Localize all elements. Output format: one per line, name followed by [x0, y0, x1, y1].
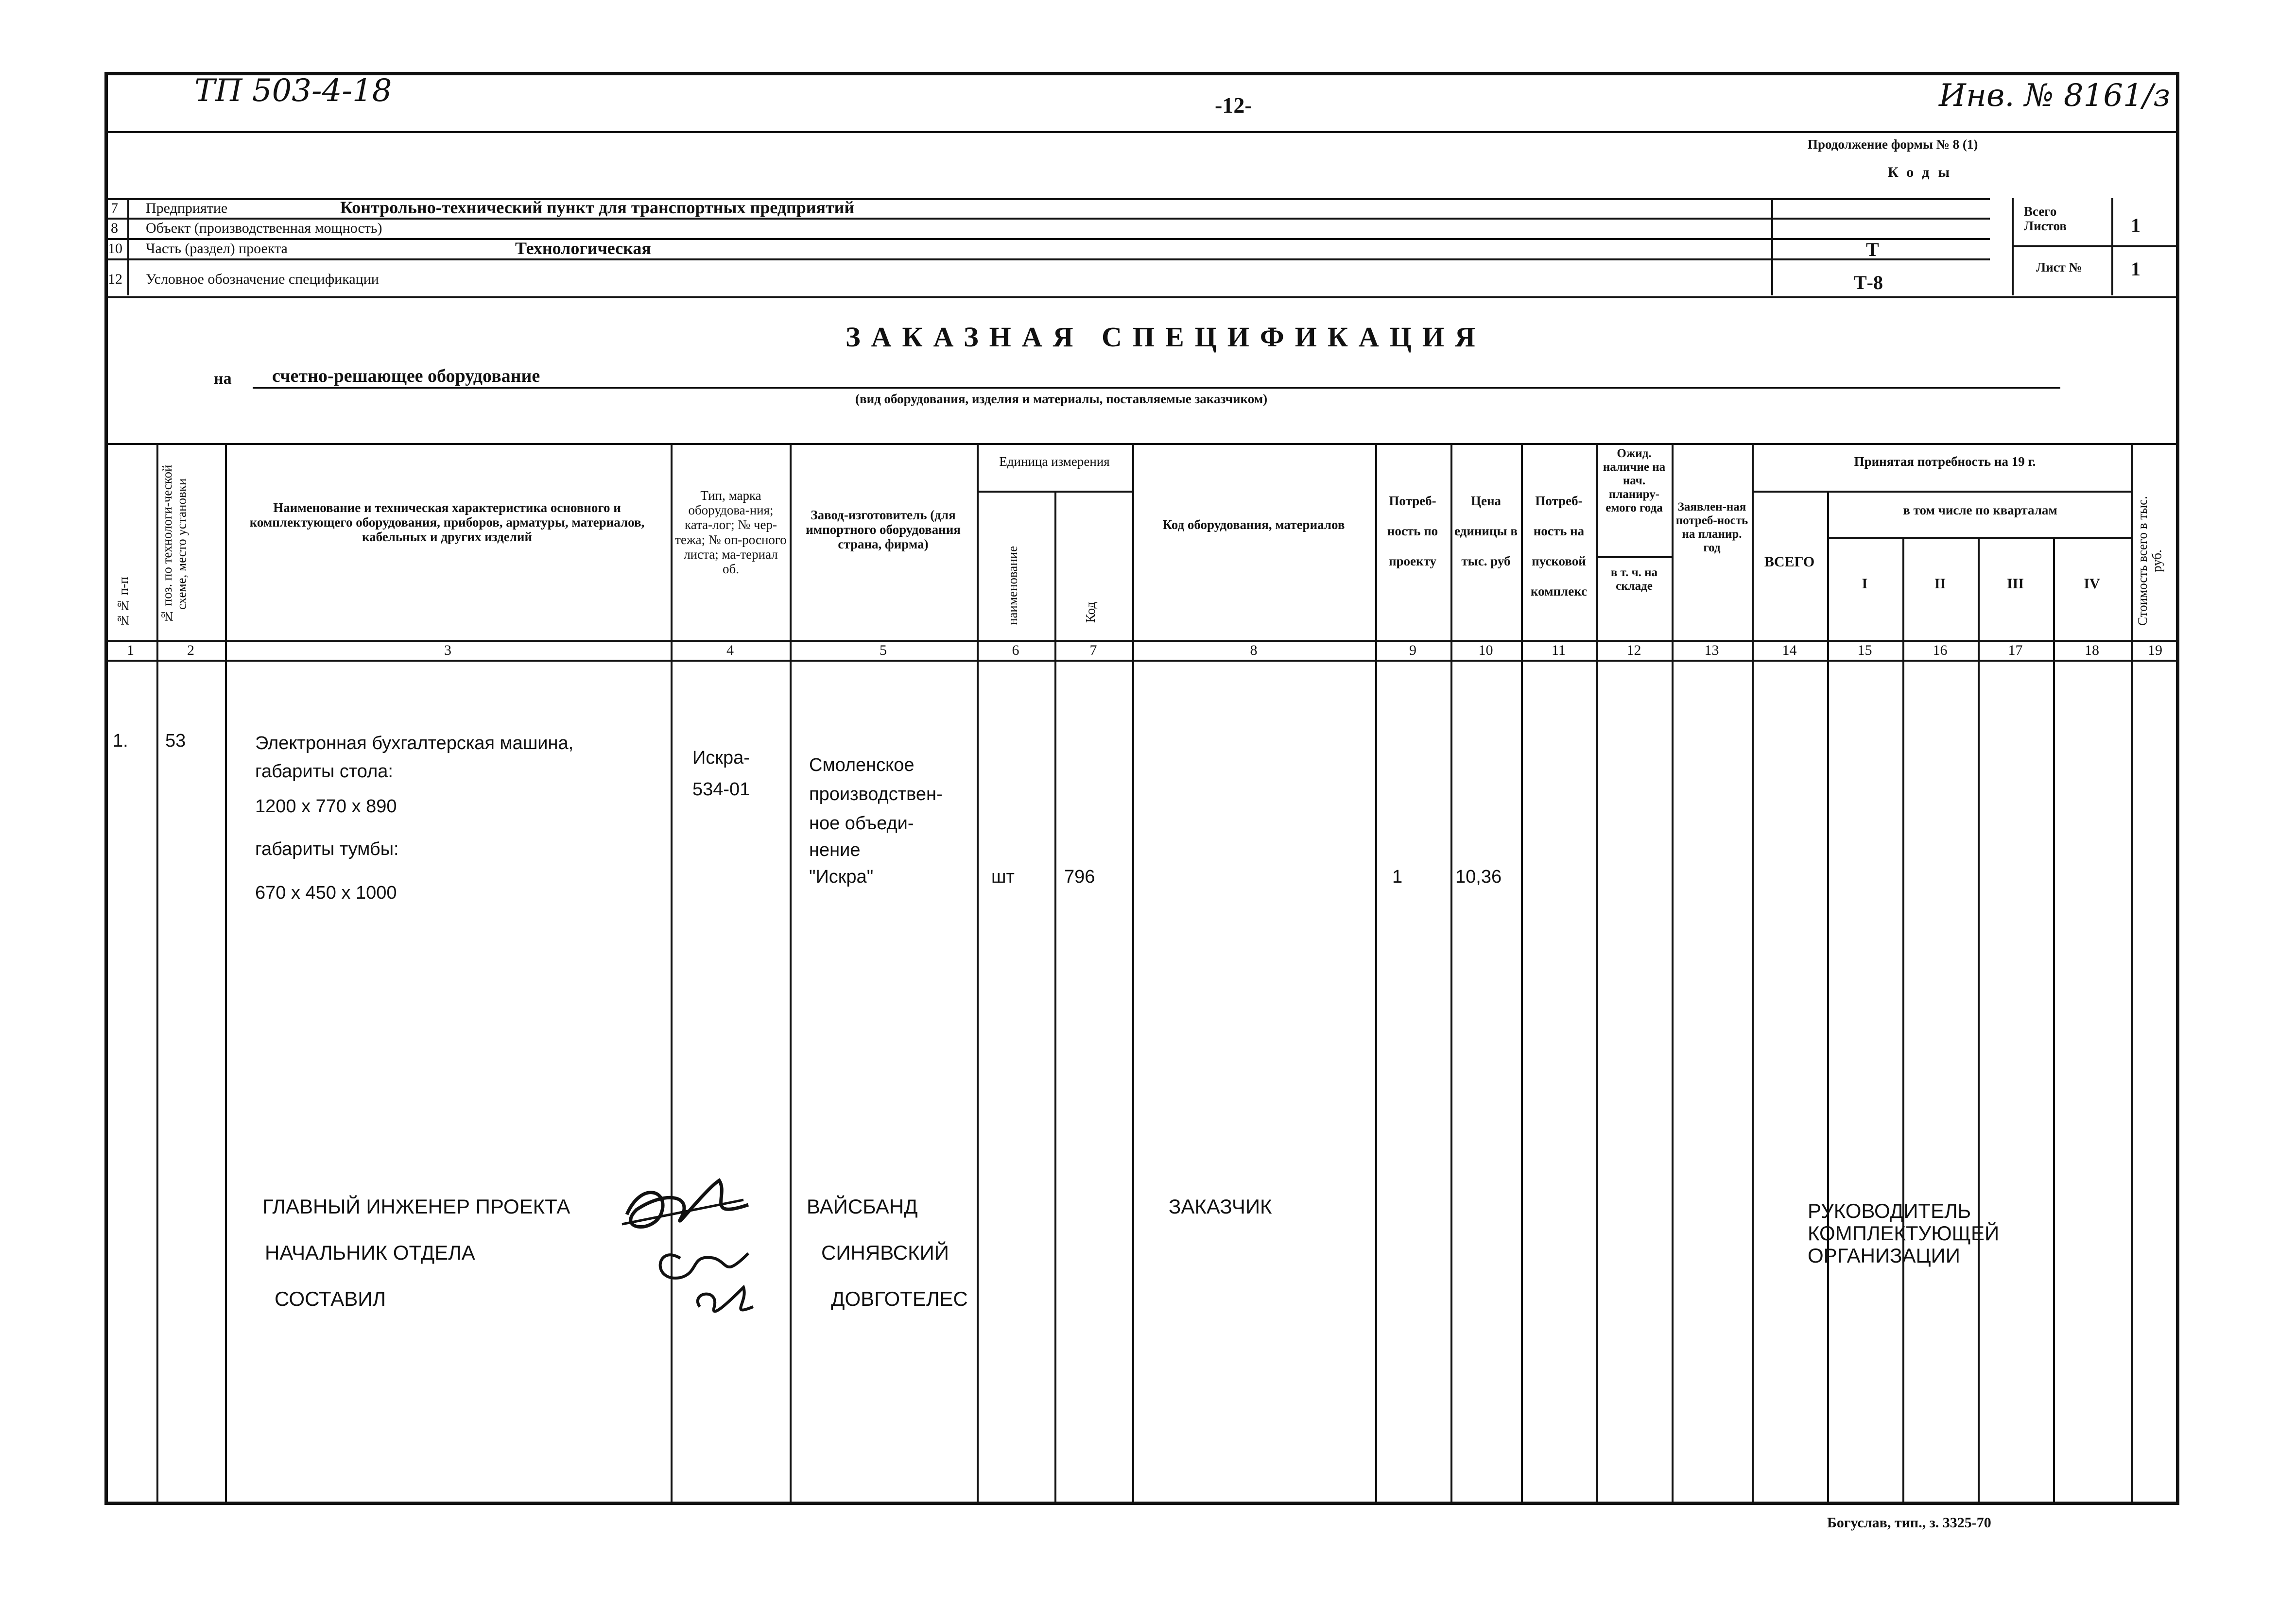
signer-name-3: ДОВГОТЕЛЕС	[831, 1287, 968, 1310]
row-type-line-1: Искра-	[692, 748, 750, 768]
row-number: 1.	[113, 731, 128, 751]
row-maker-line-5: "Искра"	[809, 867, 874, 887]
signature-scribbles	[607, 1161, 787, 1336]
col-divider-17	[2053, 537, 2055, 1505]
customer-label: ЗАКАЗЧИК	[1169, 1195, 1272, 1218]
col-number-7: 7	[1089, 642, 1097, 658]
row-type-line-2: 534-01	[692, 779, 750, 800]
sheet-rule	[2012, 245, 2179, 247]
spec-subject: счетно-решающее оборудование	[272, 366, 540, 386]
table-top-rule	[104, 443, 2179, 445]
row-quantity: 1	[1392, 867, 1403, 887]
col-divider-12	[1672, 443, 1674, 1505]
col-divider-5	[977, 443, 979, 1505]
info-row-7-num: 7	[111, 200, 118, 216]
stock-rule	[1596, 556, 1672, 558]
col-number-8: 8	[1250, 642, 1258, 658]
row-name-line-2: габариты стола:	[255, 761, 393, 782]
col-number-10: 10	[1478, 642, 1493, 658]
col-header-need-group: Принятая потребность на 19 г.	[1854, 454, 2036, 469]
col-number-9: 9	[1409, 642, 1416, 658]
row-unit: шт	[991, 867, 1015, 887]
col-number-14: 14	[1782, 642, 1797, 658]
col-header-q4: IV	[2084, 576, 2100, 592]
info-row-7-value: Контрольно-технический пункт для транспортных предприятий	[340, 198, 855, 217]
col-header-13: Заявлен-ная потреб-ность на планир. год	[1675, 500, 1748, 554]
row-position: 53	[165, 731, 186, 751]
col-header-11: Потреб-ность на пусковой комплекс	[1530, 494, 1588, 599]
col-number-3: 3	[444, 642, 451, 658]
info-rule-1	[104, 218, 1990, 220]
col-header-8: Код оборудования, материалов	[1162, 517, 1345, 532]
row-price: 10,36	[1455, 867, 1502, 887]
info-row-12-num: 12	[108, 271, 122, 287]
col-header-q1: I	[1862, 576, 1868, 592]
col-header-2: № поз. по технологи-ческой схеме, место установки	[160, 464, 189, 624]
part-code: Т	[1866, 239, 1879, 260]
col-header-unit-group: Единица измерения	[999, 454, 1110, 469]
doc-code: ТП 503-4-18	[194, 73, 392, 109]
sheets-total-value: 1	[2131, 214, 2141, 236]
spec-subject-underline	[253, 387, 2060, 389]
spec-prefix: на	[214, 370, 232, 388]
col-header-q2: II	[1934, 576, 1946, 592]
row-maker-line-1: Смоленское	[809, 755, 915, 775]
signer-name-2: СИНЯВСКИЙ	[821, 1241, 949, 1264]
col-divider-1	[156, 443, 158, 1505]
sheet-number-value: 1	[2131, 258, 2141, 280]
col-number-16: 16	[1933, 642, 1948, 658]
info-num-divider	[127, 198, 129, 295]
info-row-10-num: 10	[108, 240, 122, 256]
col-header-4: Тип, марка оборудова-ния; ката-лог; № чер-тежа; № оп-росного листа; ма-териал об.	[675, 488, 787, 577]
header-rule	[104, 131, 2179, 133]
info-row-8-num: 8	[111, 220, 118, 236]
chief-engineer-label: ГЛАВНЫЙ ИНЖЕНЕР ПРОЕКТА	[262, 1195, 570, 1218]
col-number-18: 18	[2085, 642, 2099, 658]
col-number-2: 2	[187, 642, 194, 658]
col-header-12a: Ожид. наличие на нач. планиру-емого года	[1603, 447, 1666, 514]
table-body-rule	[104, 660, 2179, 662]
col-divider-3	[671, 443, 673, 1505]
col-number-4: 4	[726, 642, 734, 658]
supplier-label: РУКОВОДИТЕЛЬ КОМПЛЕКТУЮЩЕЙ ОРГАНИЗАЦИИ	[1808, 1199, 2000, 1267]
col-divider-4	[790, 443, 792, 1505]
codes-label: Коды	[1888, 164, 1958, 180]
col-divider-16	[1978, 537, 1980, 1505]
col-header-14: ВСЕГО	[1764, 554, 1815, 570]
col-header-12b: в т. ч. на складе	[1610, 566, 1658, 593]
info-row-8-label: Объект (производственная мощность)	[146, 220, 382, 236]
col-divider-18	[2131, 443, 2133, 1505]
info-code-divider	[1771, 198, 1773, 295]
signer-name-1: ВАЙСБАНД	[807, 1195, 918, 1218]
inventory-number: Инв. № 8161/з	[1939, 78, 2171, 114]
info-row-10-label: Часть (раздел) проекта	[146, 240, 288, 256]
compiled-label: СОСТАВИЛ	[275, 1287, 386, 1310]
col-divider-7	[1132, 443, 1134, 1505]
form-continuation: Продолжение формы № 8 (1)	[1808, 137, 1978, 152]
col-header-3: Наименование и техническая характеристика основного и комплектующего оборудования, приборов, арматуры, материалов, кабельных и других изделий	[249, 500, 645, 545]
row-name-line-4: габариты тумбы:	[255, 839, 399, 859]
row-name-line-5: 670 х 450 х 1000	[255, 883, 397, 903]
row-maker-line-2: производствен-	[809, 784, 943, 804]
row-name-line-3: 1200 х 770 х 890	[255, 796, 397, 817]
col-header-5: Завод-изготовитель (для импортного оборудования страна, фирма)	[806, 508, 961, 552]
col-number-1: 1	[127, 642, 134, 658]
sheet-number-label: Лист №	[2036, 260, 2082, 274]
col-number-11: 11	[1552, 642, 1566, 658]
col-divider-2	[225, 443, 227, 1505]
col-header-9: Потреб-ность по проекту	[1387, 494, 1438, 569]
sheets-total-label: Всего Листов	[2024, 204, 2067, 234]
col-header-q3: III	[2006, 576, 2024, 592]
info-row-7-label: Предприятие	[146, 200, 228, 216]
info-rule-3	[104, 258, 1990, 260]
col-number-6: 6	[1012, 642, 1019, 658]
col-header-7: Код	[1083, 601, 1098, 623]
col-number-5: 5	[880, 642, 887, 658]
col-number-15: 15	[1857, 642, 1872, 658]
info-rule-2	[104, 238, 1990, 240]
dept-head-label: НАЧАЛЬНИК ОТДЕЛА	[265, 1241, 475, 1264]
need-group-rule	[1752, 491, 2131, 493]
col-number-17: 17	[2008, 642, 2023, 658]
col-header-1: №№ п-п	[116, 577, 131, 628]
info-row-10-value: Технологическая	[515, 239, 651, 258]
row-maker-line-3: ное объеди-	[809, 813, 914, 834]
spec-title: ЗАКАЗНАЯ СПЕЦИФИКАЦИЯ	[846, 321, 1486, 353]
spec-code: Т-8	[1854, 272, 1883, 293]
row-maker-line-4: нение	[809, 840, 861, 860]
row-name-line-1: Электронная бухгалтерская машина,	[255, 733, 574, 753]
col-header-10: Цена единицы в тыс. руб	[1454, 494, 1518, 569]
col-number-12: 12	[1626, 642, 1641, 658]
col-divider-8	[1375, 443, 1377, 1505]
col-header-19: Стоимость всего в тыс. руб.	[2135, 496, 2164, 626]
col-number-19: 19	[2148, 642, 2162, 658]
col-divider-9	[1450, 443, 1452, 1505]
col-header-quarter-group: в том числе по кварталам	[1903, 503, 2057, 517]
col-divider-13	[1752, 443, 1754, 1505]
row-unit-code: 796	[1064, 867, 1095, 887]
spec-caption: (вид оборудования, изделия и материалы, поставляемые заказчиком)	[855, 392, 1268, 406]
page-number: -12-	[1215, 93, 1252, 118]
col-divider-15	[1902, 537, 1904, 1505]
col-number-13: 13	[1704, 642, 1719, 658]
printer-mark: Богуслав, тип., з. 3325-70	[1827, 1515, 1991, 1531]
col-header-6: наименование	[1005, 546, 1020, 625]
info-row-12-label: Условное обозначение спецификации	[146, 271, 379, 287]
col-divider-11	[1596, 443, 1598, 1505]
info-rule-bottom	[104, 296, 2179, 298]
